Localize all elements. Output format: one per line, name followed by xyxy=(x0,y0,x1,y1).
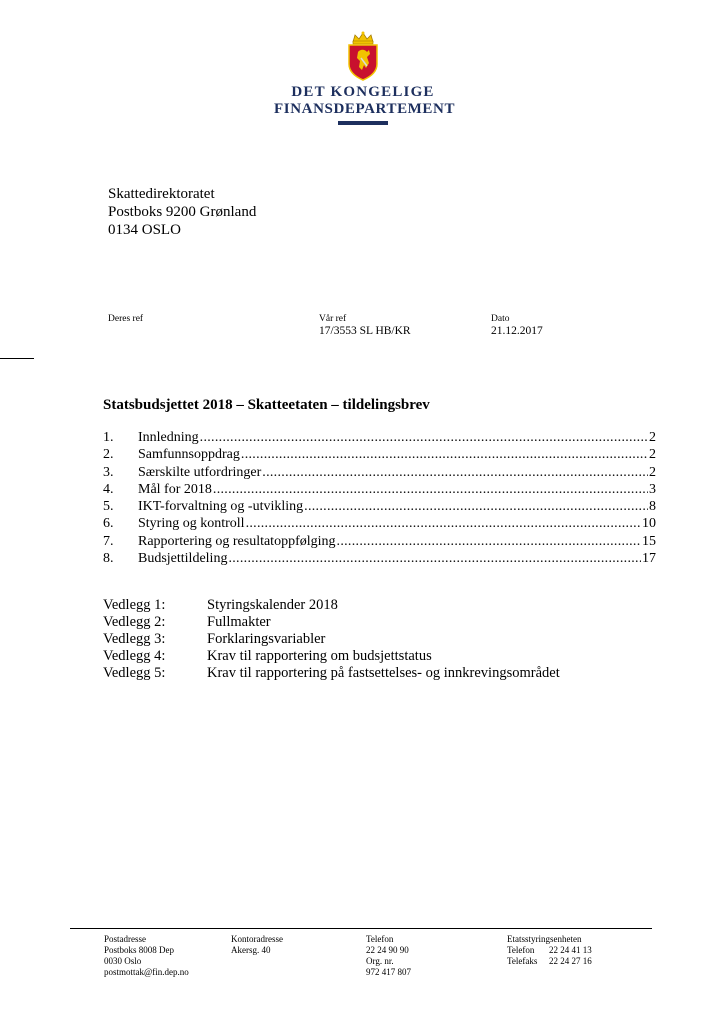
toc-title: Budsjettildeling xyxy=(138,551,228,567)
toc-item[interactable] xyxy=(103,447,656,464)
recipient-address xyxy=(108,185,256,239)
attachment-title: Fullmakter xyxy=(207,614,271,630)
footer-label: Telefon xyxy=(507,945,535,955)
letter-subject: Statsbudsjettet 2018 – Skatteetaten – tildelingsbrev xyxy=(103,397,430,413)
footer-text: 22 24 27 16 xyxy=(549,956,592,966)
toc-page: 2 xyxy=(649,430,656,445)
footer-text: Org. nr. xyxy=(366,956,394,966)
attachment-item xyxy=(103,631,560,648)
ministry-logo xyxy=(274,30,456,126)
recipient-name: Skattedirektoratet xyxy=(108,186,215,202)
footer-telefon xyxy=(366,934,411,978)
attachment-title: Krav til rapportering om budsjettstatus xyxy=(207,648,432,664)
toc-title: Styring og kontroll xyxy=(138,516,245,532)
footer-email[interactable]: postmottak@fin.dep.no xyxy=(104,967,189,977)
toc-leader xyxy=(246,516,641,532)
footer-text: 22 24 90 90 xyxy=(366,945,409,955)
toc-title: Innledning xyxy=(138,430,199,445)
toc-number: 8. xyxy=(103,551,114,567)
footer-text: Postboks 8008 Dep xyxy=(104,945,175,955)
toc-page: 10 xyxy=(642,516,656,532)
toc-number: 5. xyxy=(103,499,114,515)
toc-item[interactable] xyxy=(103,499,656,516)
attachment-title: Styringskalender 2018 xyxy=(207,597,338,613)
toc-title: Rapportering og resultatoppfølging xyxy=(138,533,336,549)
toc-page: 3 xyxy=(649,481,656,497)
toc-title: Samfunnsoppdrag xyxy=(138,447,240,463)
toc-number: 1. xyxy=(103,430,114,445)
attachment-label: Vedlegg 3: xyxy=(103,631,166,647)
footer-heading: Etatsstyringsenheten xyxy=(507,934,582,944)
attachment-label: Vedlegg 2: xyxy=(103,614,166,630)
toc-page: 17 xyxy=(642,551,656,567)
footer-text: 972 417 807 xyxy=(366,967,411,977)
toc-item[interactable] xyxy=(103,551,656,568)
attachment-label: Vedlegg 1: xyxy=(103,597,166,613)
toc-item[interactable] xyxy=(103,534,656,551)
footer-heading: Telefon xyxy=(366,934,394,944)
toc-leader xyxy=(262,465,648,481)
attachment-title: Forklaringsvariabler xyxy=(207,631,326,647)
logo-line-1: DET KONGELIGE xyxy=(291,84,435,100)
toc-number: 3. xyxy=(103,464,114,480)
attachment-item xyxy=(103,614,560,631)
toc-number: 6. xyxy=(103,516,114,532)
attachment-item xyxy=(103,648,560,665)
toc-leader xyxy=(304,499,648,515)
footer-etatsstyring xyxy=(507,934,592,967)
toc-title: Særskilte utfordringer xyxy=(138,464,262,480)
footer-divider xyxy=(70,928,652,929)
toc-page: 15 xyxy=(642,533,656,549)
toc-leader xyxy=(337,534,641,550)
toc-page: 2 xyxy=(649,464,656,480)
toc-leader xyxy=(200,430,648,446)
toc-leader xyxy=(228,551,641,567)
coat-of-arms-icon xyxy=(343,30,383,82)
footer-text: 22 24 41 13 xyxy=(549,945,592,955)
logo-line-2: FINANSDEPARTEMENT xyxy=(274,101,456,117)
attachment-label: Vedlegg 5: xyxy=(103,665,166,681)
logo-underline xyxy=(338,121,388,125)
dato-value: 21.12.2017 xyxy=(491,325,543,337)
footer-text: Akersg. 40 xyxy=(231,945,271,955)
fold-mark xyxy=(0,358,34,359)
attachment-title: Krav til rapportering på fastsettelses- og innkrevingsområdet xyxy=(207,665,560,681)
footer-heading: Postadresse xyxy=(104,934,146,944)
attachment-item xyxy=(103,597,560,614)
table-of-contents xyxy=(103,430,656,568)
toc-item[interactable] xyxy=(103,465,656,482)
attachment-item xyxy=(103,665,560,682)
toc-number: 7. xyxy=(103,533,114,549)
footer-postadresse xyxy=(104,934,189,978)
toc-leader xyxy=(213,482,648,498)
recipient-postal: 0134 OSLO xyxy=(108,222,181,238)
dato-label: Dato xyxy=(491,314,510,324)
toc-item[interactable] xyxy=(103,516,656,533)
toc-page: 8 xyxy=(649,499,656,515)
toc-page: 2 xyxy=(649,447,656,463)
toc-title: IKT-forvaltning og -utvikling xyxy=(138,499,304,515)
toc-leader xyxy=(241,447,648,463)
attachment-label: Vedlegg 4: xyxy=(103,648,166,664)
toc-number: 4. xyxy=(103,481,114,497)
footer-kontoradresse xyxy=(231,934,283,956)
toc-title: Mål for 2018 xyxy=(138,481,212,497)
footer-text: 0030 Oslo xyxy=(104,956,142,966)
recipient-street: Postboks 9200 Grønland xyxy=(108,204,257,220)
var-ref-value: 17/3553 SL HB/KR xyxy=(319,325,411,337)
var-ref-label: Vår ref xyxy=(319,314,347,324)
deres-ref-label: Deres ref xyxy=(108,314,144,324)
footer-label: Telefaks xyxy=(507,956,538,966)
toc-item[interactable] xyxy=(103,430,656,447)
attachment-list xyxy=(103,597,560,682)
toc-number: 2. xyxy=(103,447,114,463)
footer-heading: Kontoradresse xyxy=(231,934,283,944)
toc-item[interactable] xyxy=(103,482,656,499)
